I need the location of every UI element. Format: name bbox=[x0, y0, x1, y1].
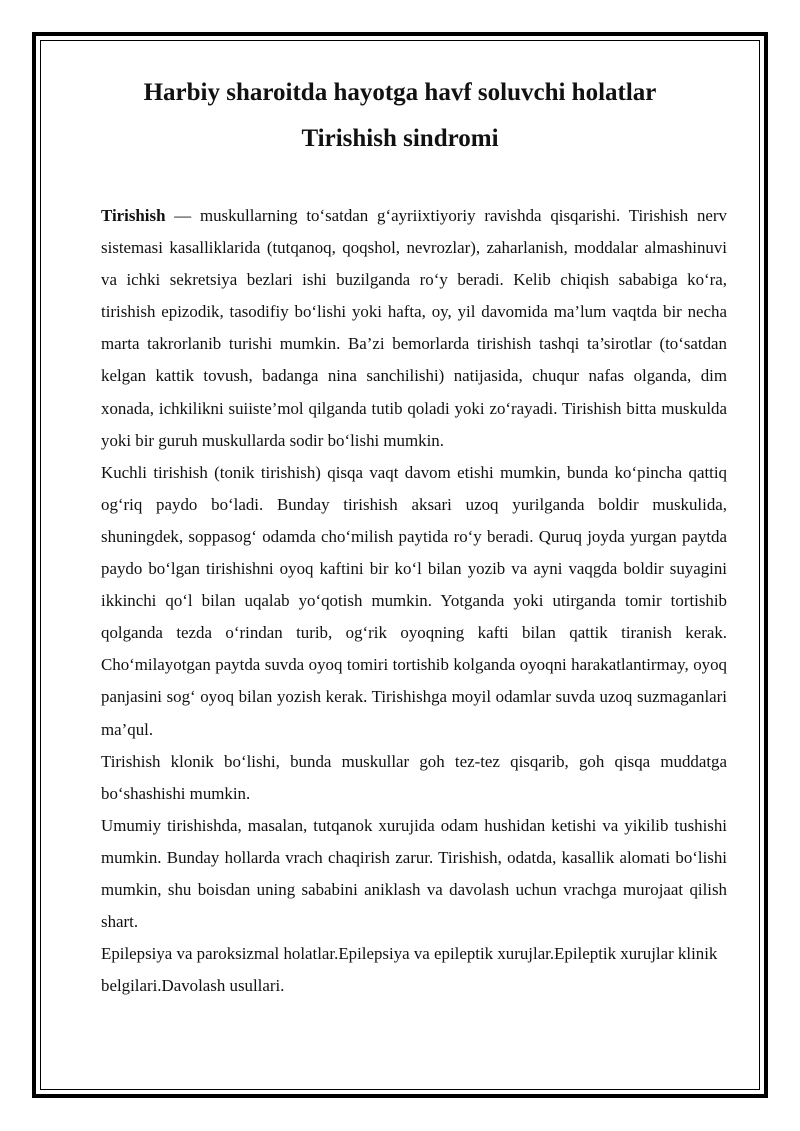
paragraph-text: Tirishish klonik bo‘lishi, bunda muskullar goh tez-tez qisqarib, goh qisqa muddatga bo‘shashishi mumkin. bbox=[101, 751, 727, 803]
paragraph-text: Kuchli tirishish (tonik tirishish) qisqa vaqt davom etishi mumkin, bunda ko‘pincha qattiq og‘riq paydo bo‘ladi. Bunday tirishish aksari uzoq yurilganda boldir muskulida, shuningdek, soppasog‘ odamda cho‘milish paytida ro‘y beradi. Quruq joyda yurgan paytda paydo bo‘lgan tirishishni oyoq kaftini bir ko‘l bilan yozib va ayni vaqgda boldir suyagini ikkinchi qo‘l bilan uqalab yo‘qotish mumkin. Yotganda yoki utirganda tomir tortishib qolganda tezda o‘rindan turib, og‘rik oyoqning kafti bilan qattik tiranish kerak. Cho‘milayotgan paytda suvda oyoq tomiri tortishib kolganda oyoqni harakatlantirmay, oyoq panjasini sog‘ oyoq bilan yozish kerak. Tirishishga moyil odamlar suvda uzoq suzmaganlari ma’qul. bbox=[101, 462, 727, 739]
page-subtitle: Tirishish sindromi bbox=[301, 125, 499, 152]
paragraph-text: Epilepsiya va paroksizmal holatlar.Epilepsiya va epileptik xurujlar.Epileptik xurujlar klinik belgilari.Davolash usullari. bbox=[101, 944, 718, 996]
paragraph-text: — muskullarning to‘satdan g‘ayriixtiyoriy ravishda qisqarishi. Tirishish nerv sistemasi kasalliklarida (tutqanoq, qoqshol, nevrozlar), zaharlanish, moddalar almashinuvi va ichki sekretsiya bezlari ishi buzilganda ro‘y beradi. Kelib chiqish sababiga ko‘ra, tirishish epizodik, tasodifiy bo‘lishi yoki hafta, oy, yil davomida ma’lum vaqtda bir necha marta takrorlanib turishi mumkin. Ba’zi bemorlarda tirishish tashqi ta’sirotlar (to‘satdan kelgan kattik tovush, badanga nina sanchilishi) natijasida, chuqur nafas olganda, dim xonada, ichkilikni suiiste’mol qilganda tutib qoladi yoki zo‘rayadi. Tirishish bitta muskulda yoki bir guruh muskullarda sodir bo‘lishi mumkin. bbox=[101, 206, 727, 450]
defined-term: Tirishish bbox=[101, 206, 166, 225]
paragraph-text: Umumiy tirishishda, masalan, tutqanok xurujida odam hushidan ketishi va yikilib tushishi mumkin. Bunday hollarda vrach chaqirish zarur. Tirishish, odatda, kasallik alomati bo‘lishi mumkin, shu boisdan uning sababini aniklash va davolash uchun vrachga murojaat qilish shart. bbox=[101, 815, 727, 932]
page-title: Harbiy sharoitda hayotga havf soluvchi holatlar bbox=[143, 79, 657, 106]
paragraph-definition bbox=[101, 200, 727, 457]
document-body bbox=[101, 200, 727, 1002]
paragraph-epilepsy bbox=[101, 938, 727, 1002]
paragraph-general bbox=[101, 810, 727, 938]
paragraph-clonic bbox=[101, 746, 727, 810]
paragraph-tonic bbox=[101, 457, 727, 746]
